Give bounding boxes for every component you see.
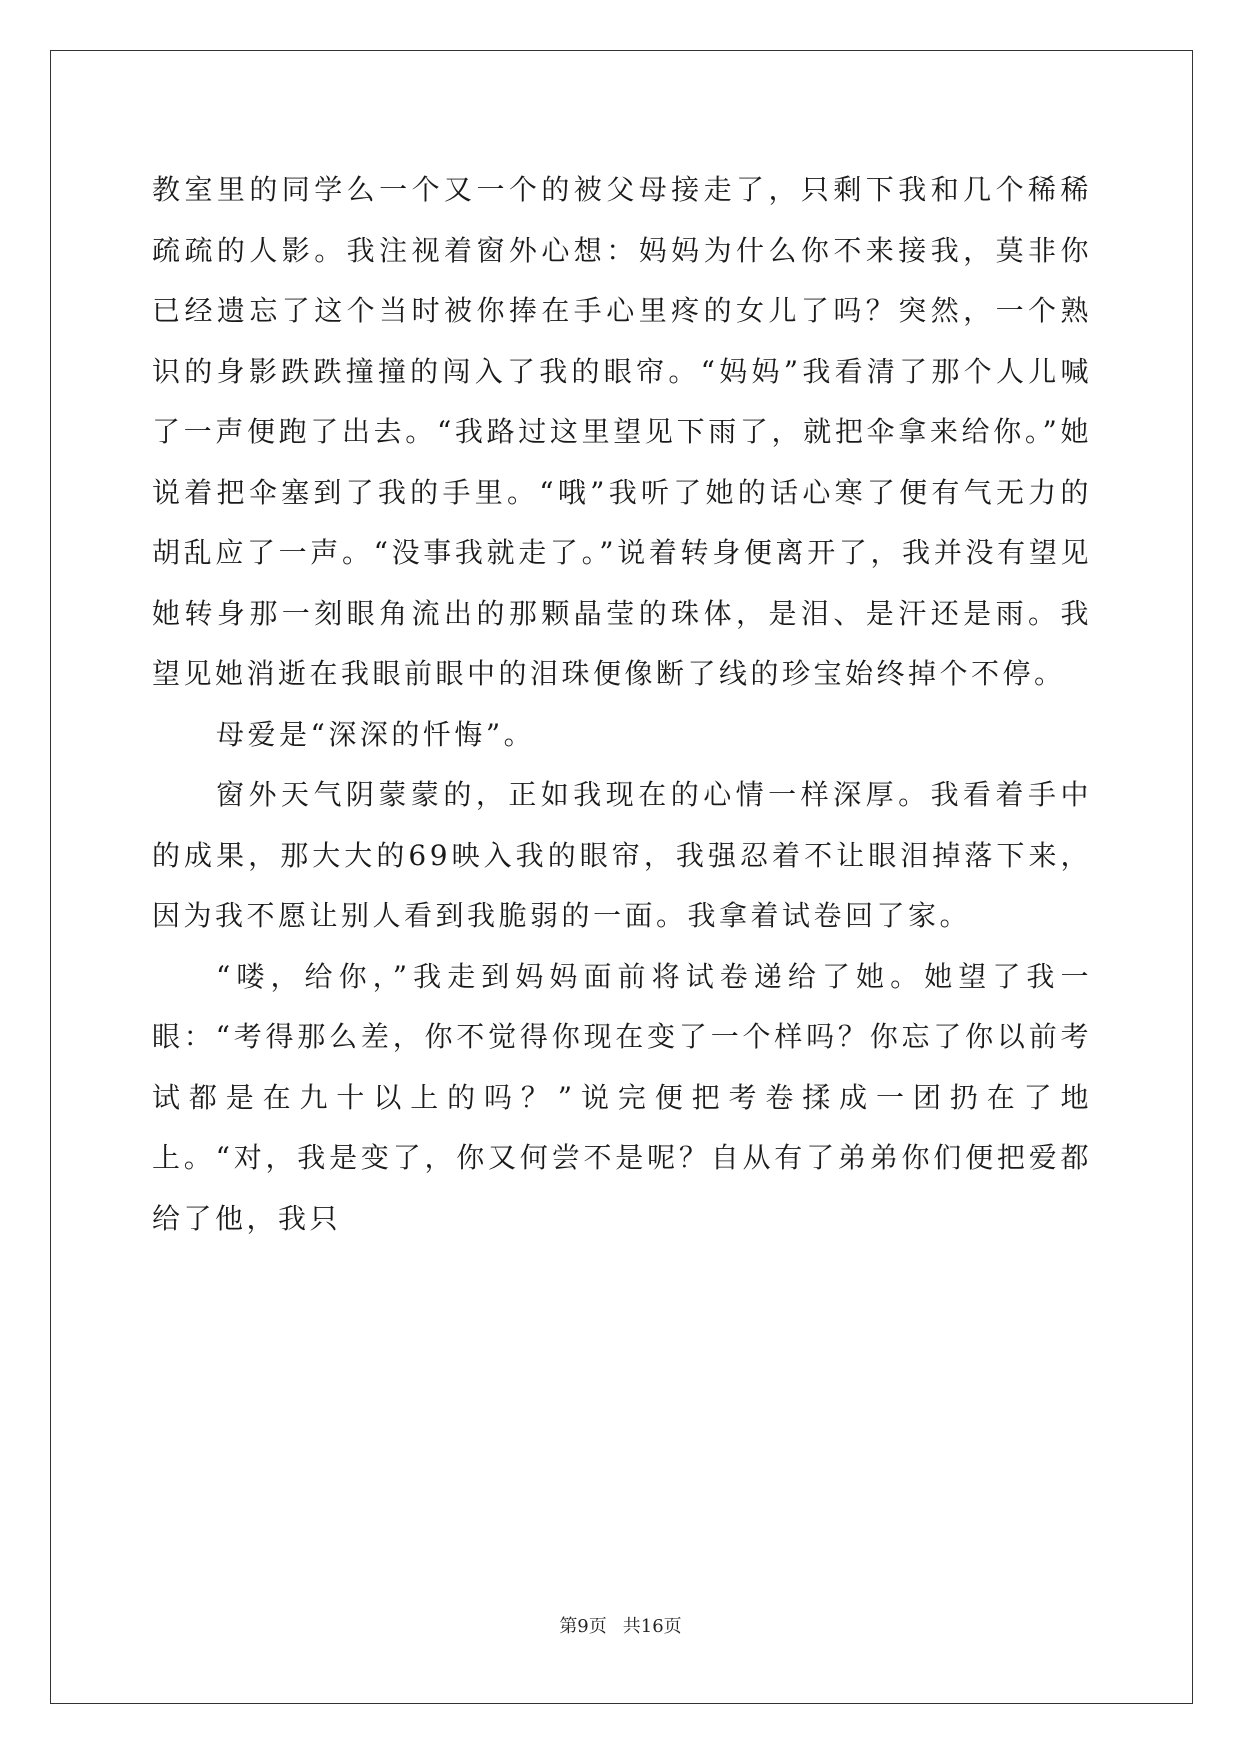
paragraph-2: 母爱是“深深的忏悔”。 [216,717,536,751]
page-number: 第9页 [559,1616,607,1637]
paragraph-3: 窗外天气阴蒙蒙的，正如我现在的心情一样深厚。我看着手中的成果，那大大的69映入我的眼帘，我强忍着不让眼泪掉落下来，因为我不愿让别人看到我脆弱的一面。我拿着试卷回了家。 [152,778,1092,932]
paragraph-1: 教室里的同学么一个又一个的被父母接走了，只剩下我和几个稀稀疏疏的人影。我注视着窗外心想：妈妈为什么你不来接我，莫非你已经遗忘了这个当时被你捧在手心里疼的女儿了吗？突然，一个熟识的身影跌跌撞撞的闯入了我的眼帘。“妈妈”我看清了那个人儿喊了一声便跑了出去。“我路过这里望见下雨了，就把伞拿来给你。”她说着把伞塞到了我的手里。“哦”我听了她的话心寒了便有气无力的胡乱应了一声。“没事我就走了。”说着转身便离开了，我并没有望见她转身那一刻眼角流出的那颗晶莹的珠体，是泪、是汗还是雨。我望见她消逝在我眼前眼中的泪珠便像断了线的珍宝始终掉个不停。 [152,173,1092,690]
page-footer [0,1612,1241,1638]
paragraph-4: “喽，给你，”我走到妈妈面前将试卷递给了她。她望了我一眼：“考得那么差，你不觉得你现在变了一个样吗？你忘了你以前考试都是在九十以上的吗？”说完便把考卷揉成一团扔在了地上。“对，我是变了，你又何尝不是呢？自从有了弟弟你们便把爱都给了他，我只 [152,959,1092,1235]
document-body [152,160,1092,1249]
total-pages: 共16页 [622,1616,682,1637]
